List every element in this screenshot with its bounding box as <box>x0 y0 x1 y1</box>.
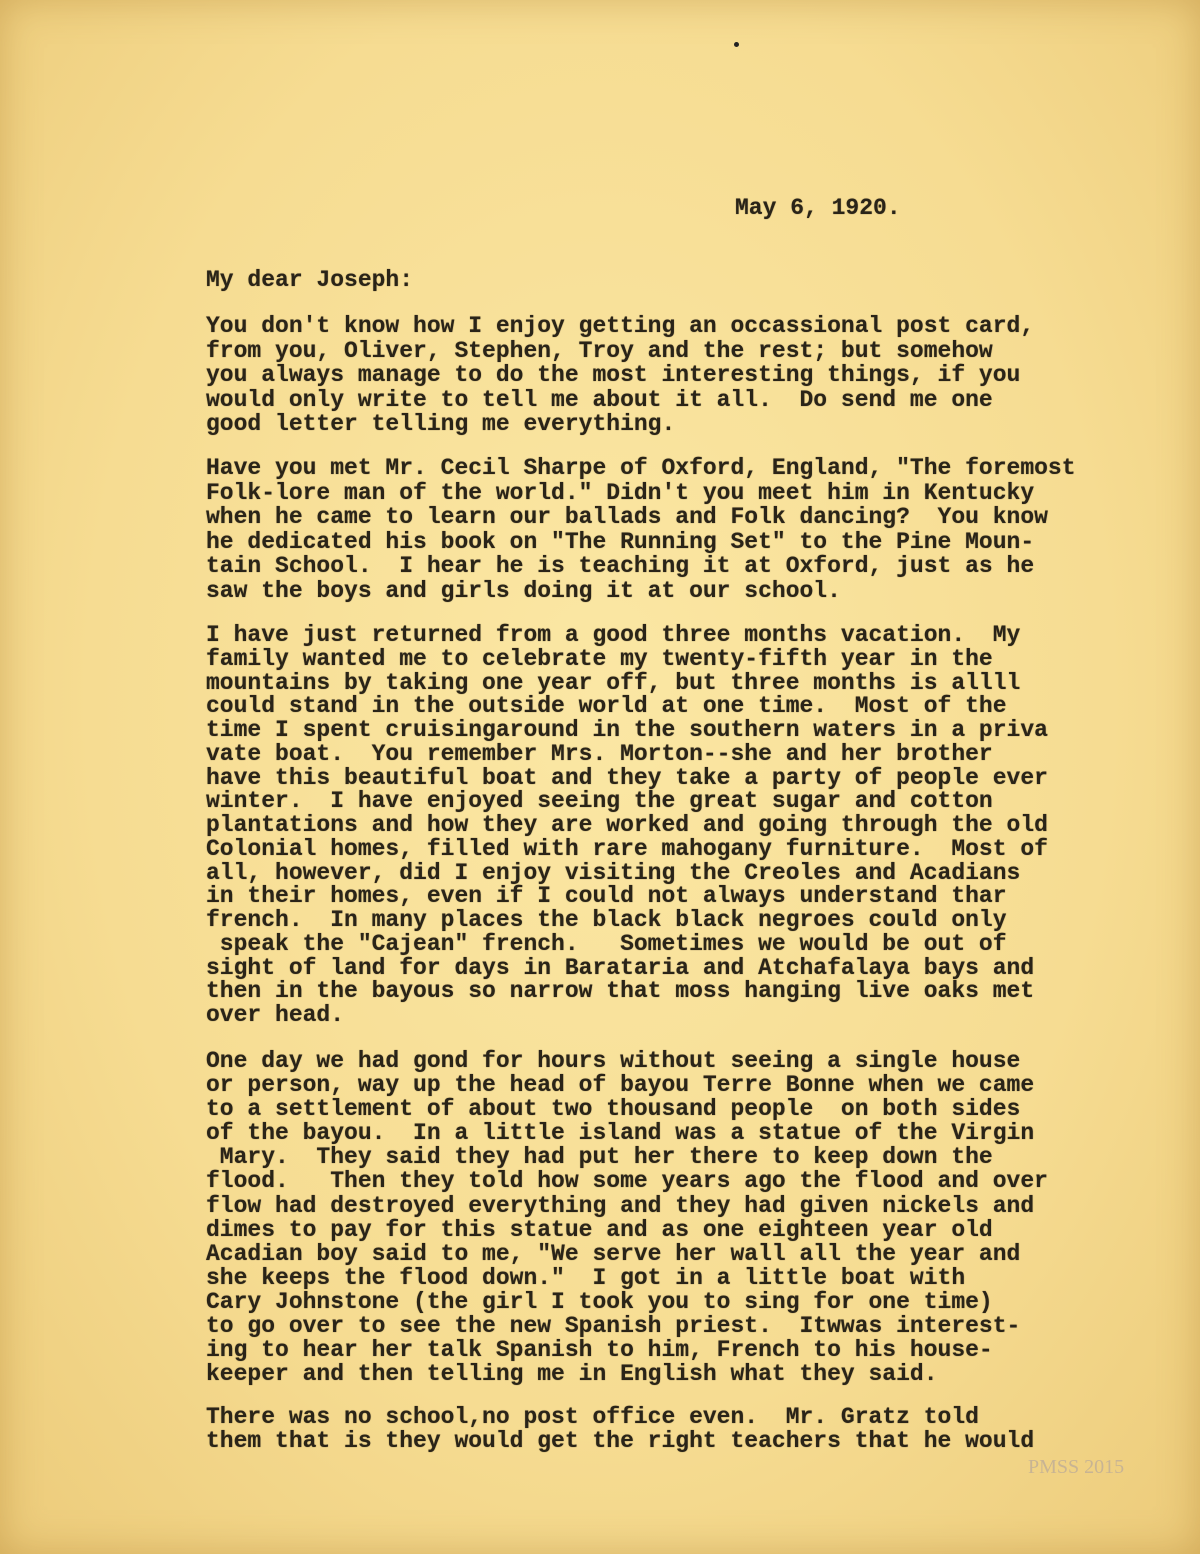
text-line: of the bayou. In a little island was a statue of the Virgin <box>206 1120 1035 1147</box>
salutation: My dear Joseph: <box>206 267 414 293</box>
text-line: good letter telling me everything. <box>206 411 676 437</box>
text-line: to a settlement of about two thousand people on both sides <box>206 1096 1021 1123</box>
paragraph-3 <box>206 624 1048 1028</box>
text-line: Acadian boy said to me, "We serve her wall all the year and <box>206 1240 1021 1267</box>
text-line: french. In many places the black black negroes could only <box>206 907 1007 933</box>
text-line: flood. Then they told how some years ago the flood and over <box>206 1168 1048 1195</box>
text-line: family wanted me to celebrate my twenty-fifth year in the <box>206 645 993 672</box>
text-line: ing to hear her talk Spanish to him, French to his house- <box>206 1337 993 1364</box>
text-line: you always manage to do the most interesting things, if you <box>206 362 1021 388</box>
text-line: keeper and then telling me in English what they said. <box>206 1361 938 1388</box>
text-line: or person, way up the head of bayou Terre Bonne when we came <box>206 1072 1035 1099</box>
text-line: he dedicated his book on "The Running Set" to the Pine Moun- <box>206 528 1035 555</box>
text-line: to go over to see the new Spanish priest. Itwwas interest- <box>206 1313 1021 1340</box>
text-line: vate boat. You remember Mrs. Morton--she and her brother <box>206 740 993 767</box>
text-line: plantations and how they are worked and going through the old <box>206 812 1048 838</box>
text-line: speak the "Cajean" french. Sometimes we would be out of <box>206 930 1007 957</box>
text-line: from you, Oliver, Stephen, Troy and the rest; but somehow <box>206 337 993 364</box>
text-line: winter. I have enjoyed seeing the great sugar and cotton <box>206 788 993 815</box>
text-line: Have you met Mr. Cecil Sharpe of Oxford, England, "The foremost <box>206 455 1076 481</box>
paragraph-2 <box>206 456 1076 603</box>
ink-speck <box>734 42 739 47</box>
text-line: I have just returned from a good three months vacation. My <box>206 622 1021 648</box>
text-line: them that is they would get the right teachers that he would <box>206 1428 1035 1454</box>
archive-watermark: PMSS 2015 <box>1028 1456 1125 1478</box>
text-line: she keeps the flood down." I got in a little boat with <box>206 1264 966 1291</box>
text-line: flow had destroyed everything and they had given nickels and <box>206 1192 1035 1219</box>
text-line: saw the boys and girls doing it at our school. <box>206 577 841 604</box>
text-line: You don't know how I enjoy getting an occassional post card, <box>206 313 1035 339</box>
text-line: over head. <box>206 1002 345 1028</box>
text-line: Mary. They said they had put her there to keep down the <box>206 1144 993 1171</box>
text-line: sight of land for days in Barataria and Atchafalaya bays and <box>206 954 1035 981</box>
paragraph-5 <box>206 1405 1034 1453</box>
text-line: have this beautiful boat and they take a party of people ever <box>206 764 1048 791</box>
text-line: all, however, did I enjoy visiting the Creoles and Acadians <box>206 859 1021 886</box>
text-line: Colonial homes, filled with rare mahogany furniture. Most of <box>206 835 1048 862</box>
letter-date: May 6, 1920. <box>735 195 901 221</box>
text-line: dimes to pay for this statue and as one eighteen year old <box>206 1216 993 1243</box>
paragraph-1 <box>206 314 1034 437</box>
text-line: Folk-lore man of the world." Didn't you meet him in Kentucky <box>206 479 1035 506</box>
text-line: in their homes, even if I could not always understand thar <box>206 883 1007 910</box>
text-line: mountains by taking one year off, but three months is allll <box>206 669 1021 696</box>
text-line: time I spent cruisingaround in the southern waters in a priva <box>206 717 1048 743</box>
text-line: One day we had gond for hours without seeing a single house <box>206 1048 1021 1074</box>
paragraph-4 <box>206 1049 1048 1386</box>
text-line: when he came to learn our ballads and Folk dancing? You know <box>206 504 1048 530</box>
text-line: would only write to tell me about it all. Do send me one <box>206 386 993 413</box>
text-line: then in the bayous so narrow that moss hanging live oaks met <box>206 978 1035 1005</box>
text-line: could stand in the outside world at one time. Most of the <box>206 693 1007 720</box>
text-line: tain School. I hear he is teaching it at Oxford, just as he <box>206 553 1035 579</box>
text-line: Cary Johnstone (the girl I took you to sing for one time) <box>206 1288 993 1315</box>
text-line: There was no school,no post office even. Mr. Gratz told <box>206 1404 979 1430</box>
